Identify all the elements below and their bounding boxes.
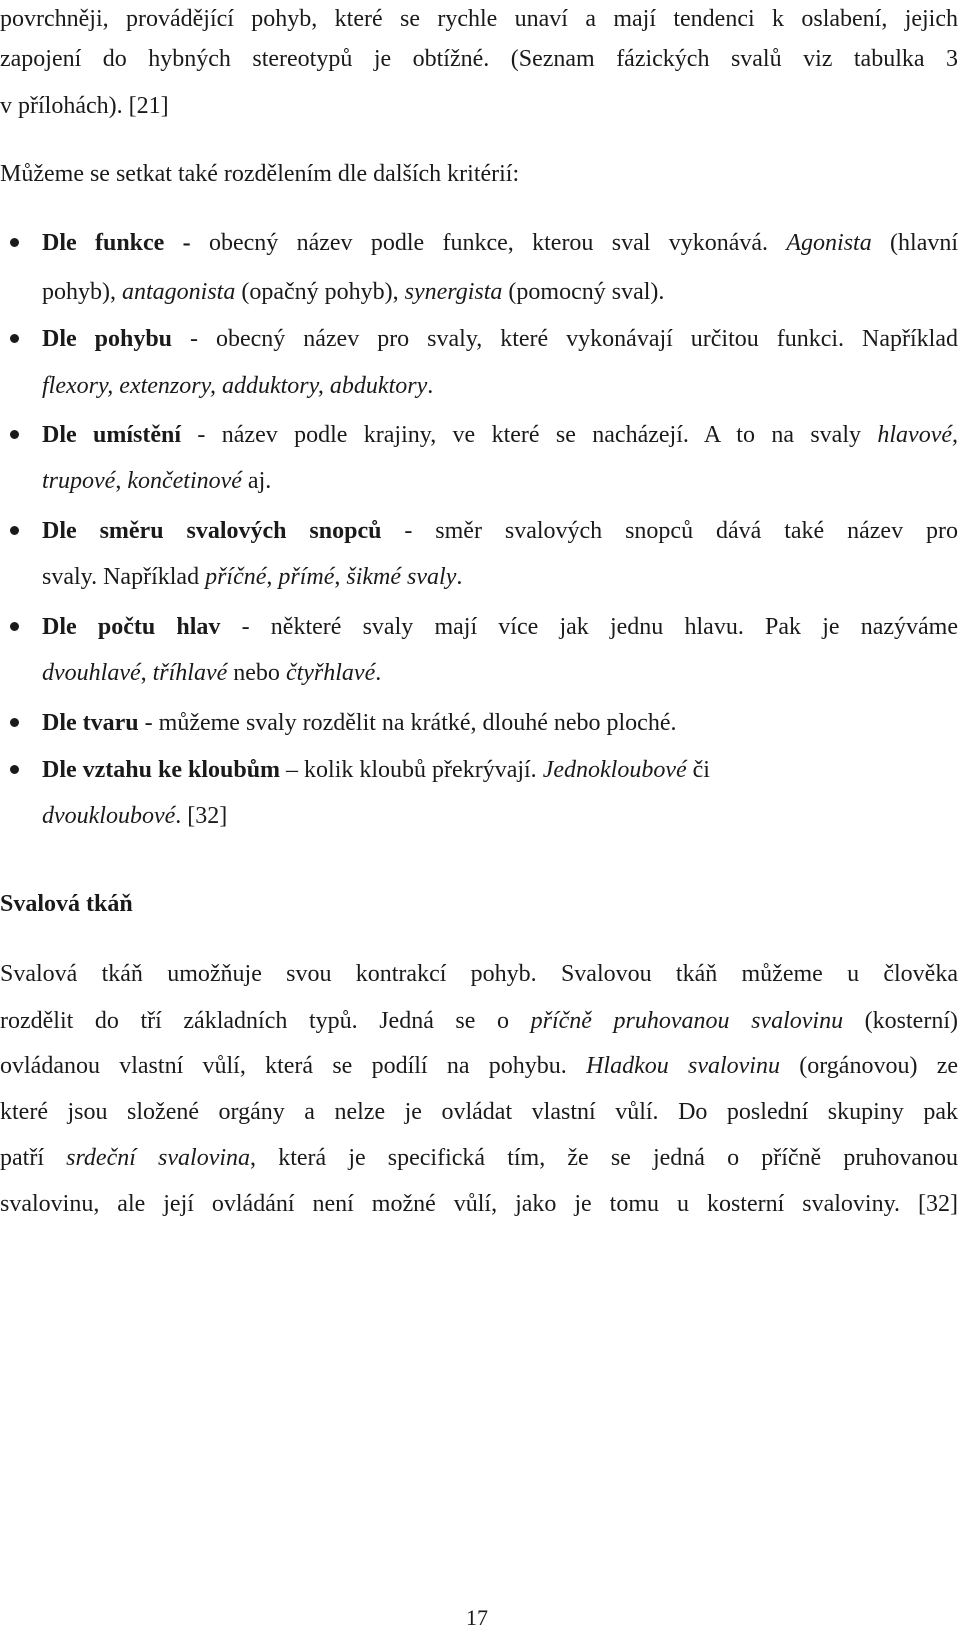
list-item-line: trupové, končetinové aj. (42, 468, 272, 494)
term-bold: Dle vztahu ke kloubům (42, 757, 281, 783)
list-item-line: Dle počtu hlav - některé svaly mají více jak jednu hlavu. Pak je nazýváme (42, 614, 958, 640)
paragraph-line: patří srdeční svalovina, která je specifická tím, že se jedná o příčně pruhovanou (0, 1145, 959, 1171)
list-item-line: flexory, extenzory, adduktory, abduktory. (42, 373, 434, 399)
paragraph-line: v přílohách). [21] (0, 93, 169, 119)
list-item-line: dvoukloubové. [32] (42, 803, 228, 829)
list-item-line: Dle vztahu ke kloubům – kolik kloubů překrývají. Jednokloubové či (42, 757, 710, 783)
list-item-line: dvouhlavé, tříhlavé nebo čtyřhlavé. (42, 660, 382, 686)
list-item-line: svaly. Například příčné, přímé, šikmé svaly. (42, 564, 463, 590)
bullet-icon (10, 430, 19, 439)
criteria-intro: Můžeme se setkat také rozdělením dle dalších kritérií: (0, 161, 520, 187)
term-bold: Dle funkce - (42, 230, 191, 256)
paragraph-line: Svalová tkáň umožňuje svou kontrakcí pohyb. Svalovou tkáň můžeme u člověka (0, 961, 958, 987)
term-bold: Dle směru svalových snopců (42, 518, 382, 544)
term-bold: Dle umístění (42, 422, 182, 448)
paragraph-line: svalovinu, ale její ovládání není možné vůlí, jako je tomu u kosterní svaloviny. [32] (0, 1191, 958, 1217)
bullet-icon (10, 765, 19, 774)
paragraph-line: ovládanou vlastní vůlí, která se podílí na pohybu. Hladkou svalovinu (orgánovou) ze (0, 1053, 959, 1079)
term-bold: Dle tvaru (42, 710, 139, 736)
paragraph-line: povrchněji, provádějící pohyb, které se rychle unaví a mají tendenci k oslabení, jejich (0, 6, 958, 32)
bullet-icon (10, 334, 19, 343)
bullet-icon (10, 238, 19, 247)
list-item-line: pohyb), antagonista (opačný pohyb), synergista (pomocný sval). (42, 279, 665, 305)
page-number: 17 (466, 1605, 488, 1630)
term-bold: Dle pohybu (42, 326, 173, 352)
list-item-line: Dle funkce - obecný název podle funkce, kterou sval vykonává. Agonista (hlavní (42, 230, 959, 256)
list-item-line: Dle umístění - název podle krajiny, ve které se nacházejí. A to na svaly hlavové, (42, 422, 958, 448)
bullet-icon (10, 526, 19, 535)
section-heading: Svalová tkáň (0, 891, 133, 917)
paragraph-line: které jsou složené orgány a nelze je ovládat vlastní vůlí. Do poslední skupiny pak (0, 1099, 958, 1125)
list-item-line: Dle směru svalových snopců - směr svalových snopců dává také název pro (42, 518, 958, 544)
bullet-icon (10, 718, 19, 727)
paragraph-line: zapojení do hybných stereotypů je obtížné. (Seznam fázických svalů viz tabulka 3 (0, 46, 958, 72)
bullet-icon (10, 622, 19, 631)
paragraph-line: rozdělit do tří základních typů. Jedná se o příčně pruhovanou svalovinu (kosterní) (0, 1008, 958, 1034)
list-item-line: Dle pohybu - obecný název pro svaly, které vykonávají určitou funkci. Například (42, 326, 959, 352)
list-item-line: Dle tvaru - můžeme svaly rozdělit na krátké, dlouhé nebo ploché. (42, 710, 677, 736)
term-bold: Dle počtu hlav (42, 614, 221, 640)
